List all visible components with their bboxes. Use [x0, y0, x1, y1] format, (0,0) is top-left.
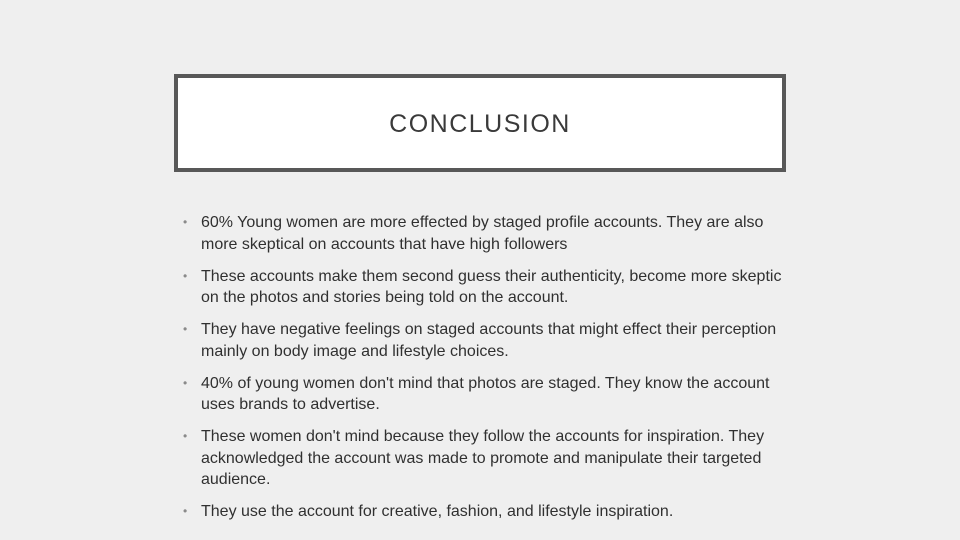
bullet-item: [182, 212, 782, 255]
bullet-dot-icon: •: [183, 215, 188, 229]
bullet-text: These women don't mind because they follow the accounts for inspiration. They acknowledged the account was made to promote and manipulate their targeted audience.: [201, 428, 765, 488]
bullet-item: [182, 426, 782, 491]
bullet-item: [182, 373, 782, 416]
bullet-text: They have negative feelings on staged accounts that might effect their perception mainly on body image and lifestyle choices.: [201, 321, 777, 360]
title-box: [174, 74, 786, 172]
bullet-text: They use the account for creative, fashion, and lifestyle inspiration.: [201, 503, 674, 520]
bullet-item: [182, 501, 782, 523]
bullet-text: 60% Young women are more effected by staged profile accounts. They are also more skeptical on accounts that have high followers: [201, 214, 764, 253]
bullet-text: 40% of young women don't mind that photos are staged. They know the account uses brands to advertise.: [201, 374, 770, 413]
bullet-dot-icon: •: [183, 322, 188, 336]
slide-title: CONCLUSION: [389, 109, 571, 138]
bullet-dot-icon: •: [183, 429, 188, 443]
bullet-item: [182, 266, 782, 309]
bullet-text: These accounts make them second guess their authenticity, become more skeptic on the photos and stories being told on the account.: [201, 267, 782, 306]
bullet-item: [182, 319, 782, 362]
bullet-dot-icon: •: [183, 375, 188, 390]
bullet-list: [182, 212, 782, 533]
bullet-dot-icon: •: [183, 268, 188, 283]
bullet-dot-icon: •: [183, 504, 188, 518]
